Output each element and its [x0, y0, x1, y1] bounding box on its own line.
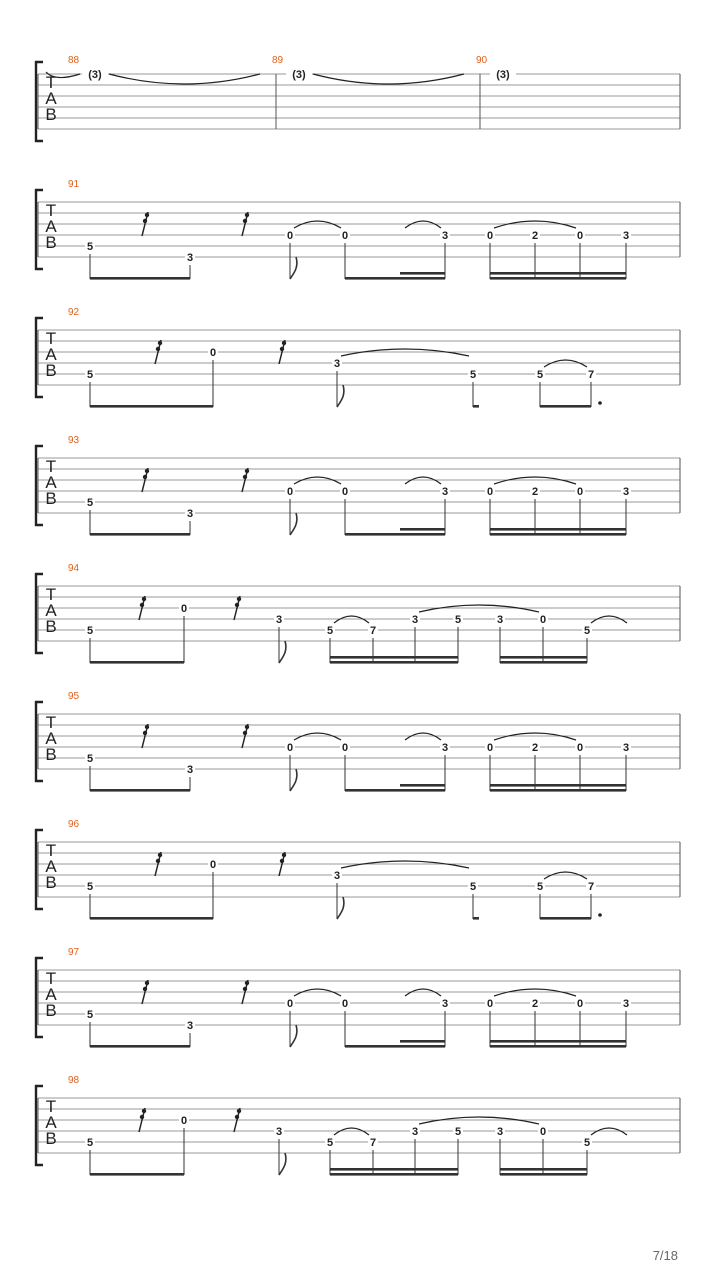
fret-number: 0 [576, 486, 584, 498]
fret-number: 0 [286, 998, 294, 1010]
measure-number: 88 [68, 55, 80, 66]
fret-number: 5 [536, 881, 544, 893]
fret-number: 5 [86, 369, 94, 381]
fret-number: 5 [469, 881, 477, 893]
fret-number: 0 [539, 614, 547, 626]
fret-number: 5 [326, 1137, 334, 1149]
note-flag [279, 1153, 286, 1175]
note-flag [279, 641, 286, 663]
rest-dot [237, 597, 241, 601]
rest-dot [243, 219, 247, 223]
note-beam [345, 533, 445, 536]
rest-dot [280, 859, 284, 863]
tied-fret: (3) [88, 69, 102, 81]
note-beam [90, 277, 190, 280]
fret-number: 0 [180, 1115, 188, 1127]
tab-clef-letter: A [45, 89, 57, 108]
tab-clef-letter: B [45, 745, 57, 764]
measure-number: 89 [272, 55, 284, 66]
fret-number: 0 [341, 230, 349, 242]
fret-number: 3 [622, 998, 630, 1010]
note-flag [290, 257, 297, 279]
fret-number: 5 [86, 881, 94, 893]
note-beam [490, 272, 626, 275]
system [36, 307, 680, 408]
fret-number: 0 [576, 742, 584, 754]
note-flag [290, 769, 297, 791]
fret-number: 0 [539, 1126, 547, 1138]
note-flag [290, 513, 297, 535]
rest-dot [145, 981, 149, 985]
fret-number: 5 [583, 625, 591, 637]
note-beam [345, 789, 445, 792]
rest-dot [243, 475, 247, 479]
note-beam [330, 661, 458, 664]
tab-clef-letter: A [45, 1113, 57, 1132]
fret-number: 0 [209, 859, 217, 871]
rest-dot [143, 987, 147, 991]
note-beam [330, 1168, 458, 1171]
note-beam [490, 533, 626, 536]
measure-number: 93 [68, 435, 80, 446]
fret-number: 0 [180, 603, 188, 615]
note-beam [90, 1045, 190, 1048]
measure-number: 94 [68, 563, 80, 574]
measure-number: 95 [68, 691, 80, 702]
rest-dot [243, 987, 247, 991]
fret-number: 3 [622, 486, 630, 498]
note-beam [345, 277, 445, 280]
fret-number: 3 [441, 486, 449, 498]
note-flag [337, 385, 344, 407]
rest-dot [156, 859, 160, 863]
tab-clef-letter: B [45, 1129, 57, 1148]
measure-number: 96 [68, 819, 80, 830]
note-beam [490, 784, 626, 787]
fret-number: 5 [86, 753, 94, 765]
tab-clef-letter: A [45, 473, 57, 492]
fret-number: 0 [576, 998, 584, 1010]
fret-number: 0 [341, 742, 349, 754]
tab-clef-letter: A [45, 857, 57, 876]
note-beam [500, 661, 587, 664]
tab-clef-letter: A [45, 601, 57, 620]
rest-dot [282, 853, 286, 857]
tied-fret: (3) [292, 69, 306, 81]
rest-dot [158, 341, 162, 345]
note-beam [90, 789, 190, 792]
fret-number: 0 [486, 486, 494, 498]
system [36, 435, 680, 536]
tab-clef-letter: T [45, 329, 57, 348]
note-flag [337, 897, 344, 919]
note-beam [90, 405, 213, 408]
fret-number: 3 [333, 870, 341, 882]
system [36, 55, 680, 141]
tab-clef-letter: B [45, 873, 57, 892]
tab-clef-letter: A [45, 217, 57, 236]
note-beam [490, 789, 626, 792]
fret-number: 3 [411, 614, 419, 626]
rest-dot [237, 1109, 241, 1113]
rest-dot [245, 981, 249, 985]
fret-number: 5 [86, 497, 94, 509]
system [36, 179, 680, 280]
fret-number: 5 [86, 1009, 94, 1021]
fret-number: 5 [454, 614, 462, 626]
note-beam [90, 1173, 184, 1176]
fret-number: 2 [531, 230, 539, 242]
tab-clef-letter: B [45, 1001, 57, 1020]
dot [598, 401, 602, 405]
fret-number: 2 [531, 486, 539, 498]
tab-clef-letter: T [45, 713, 57, 732]
fret-number: 5 [583, 1137, 591, 1149]
rest-dot [282, 341, 286, 345]
fret-number: 2 [531, 998, 539, 1010]
rest-dot [142, 1109, 146, 1113]
fret-number: 0 [341, 998, 349, 1010]
tab-clef-letter: T [45, 841, 57, 860]
note-beam [500, 1173, 587, 1176]
note-beam [490, 1040, 626, 1043]
fret-number: 3 [411, 1126, 419, 1138]
fret-number: 3 [275, 614, 283, 626]
note-beam [345, 1045, 445, 1048]
rest-dot [145, 725, 149, 729]
note-beam [330, 656, 458, 659]
note-flag [290, 1025, 297, 1047]
fret-number: 3 [186, 508, 194, 520]
fret-number: 5 [86, 625, 94, 637]
tie-arc [109, 74, 260, 84]
dot [598, 913, 602, 917]
fret-number: 3 [186, 1020, 194, 1032]
measure-number: 92 [68, 307, 80, 318]
fret-number: 0 [486, 742, 494, 754]
note-beam [90, 661, 184, 664]
fret-number: 5 [536, 369, 544, 381]
fret-number: 0 [486, 998, 494, 1010]
system [36, 819, 680, 920]
fret-number: 7 [587, 881, 595, 893]
fret-number: 0 [341, 486, 349, 498]
system [36, 1075, 680, 1176]
rest-dot [143, 219, 147, 223]
fret-number: 0 [286, 486, 294, 498]
tied-fret: (3) [496, 69, 510, 81]
tab-clef-letter: B [45, 489, 57, 508]
fret-number: 3 [186, 252, 194, 264]
fret-number: 3 [441, 998, 449, 1010]
rest-dot [156, 347, 160, 351]
note-beam [400, 272, 445, 275]
tab-clef-letter: B [45, 233, 57, 252]
fret-number: 3 [441, 742, 449, 754]
fret-number: 0 [209, 347, 217, 359]
measure-number: 97 [68, 947, 80, 958]
rest-dot [245, 725, 249, 729]
fret-number: 5 [86, 1137, 94, 1149]
rest-dot [143, 731, 147, 735]
note-beam [400, 784, 445, 787]
fret-number: 0 [286, 230, 294, 242]
note-beam [330, 1173, 458, 1176]
note-beam [490, 277, 626, 280]
note-beam [473, 405, 479, 408]
page-number: 7/18 [652, 1248, 678, 1263]
rest-dot [142, 597, 146, 601]
fret-number: 5 [454, 1126, 462, 1138]
note-beam [500, 656, 587, 659]
fret-number: 3 [333, 358, 341, 370]
fret-number: 3 [496, 1126, 504, 1138]
tab-clef-letter: A [45, 345, 57, 364]
fret-number: 3 [275, 1126, 283, 1138]
tab-clef-letter: T [45, 585, 57, 604]
fret-number: 3 [441, 230, 449, 242]
fret-number: 7 [369, 625, 377, 637]
fret-number: 7 [369, 1137, 377, 1149]
fret-number: 3 [622, 230, 630, 242]
fret-number: 0 [286, 742, 294, 754]
tab-clef-letter: B [45, 361, 57, 380]
rest-dot [145, 213, 149, 217]
note-beam [473, 917, 479, 920]
note-beam [400, 1040, 445, 1043]
note-beam [90, 533, 190, 536]
fret-number: 5 [86, 241, 94, 253]
rest-dot [143, 475, 147, 479]
note-beam [400, 528, 445, 531]
fret-number: 5 [326, 625, 334, 637]
system [36, 563, 680, 664]
note-beam [500, 1168, 587, 1171]
fret-number: 0 [486, 230, 494, 242]
rest-dot [140, 1115, 144, 1119]
fret-number: 3 [622, 742, 630, 754]
system [36, 691, 680, 792]
tab-clef-letter: T [45, 457, 57, 476]
measure-number: 98 [68, 1075, 80, 1086]
rest-dot [158, 853, 162, 857]
rest-dot [280, 347, 284, 351]
note-beam [540, 405, 591, 408]
tab-clef-letter: T [45, 969, 57, 988]
tab-clef-letter: A [45, 729, 57, 748]
rest-dot [140, 603, 144, 607]
note-beam [490, 1045, 626, 1048]
measure-number: 91 [68, 179, 80, 190]
tab-clef-letter: B [45, 617, 57, 636]
fret-number: 0 [576, 230, 584, 242]
tie-arc [313, 74, 464, 84]
note-beam [490, 528, 626, 531]
rest-dot [235, 1115, 239, 1119]
rest-dot [243, 731, 247, 735]
fret-number: 5 [469, 369, 477, 381]
fret-number: 3 [496, 614, 504, 626]
rest-dot [145, 469, 149, 473]
tab-clef-letter: T [45, 1097, 57, 1116]
tab-clef-letter: B [45, 105, 57, 124]
fret-number: 2 [531, 742, 539, 754]
tab-clef-letter: T [45, 73, 57, 92]
rest-dot [245, 469, 249, 473]
rest-dot [235, 603, 239, 607]
note-beam [90, 917, 213, 920]
system [36, 947, 680, 1048]
fret-number: 7 [587, 369, 595, 381]
measure-number: 90 [476, 55, 488, 66]
rest-dot [245, 213, 249, 217]
note-beam [540, 917, 591, 920]
tab-clef-letter: A [45, 985, 57, 1004]
fret-number: 3 [186, 764, 194, 776]
tab-clef-letter: T [45, 201, 57, 220]
